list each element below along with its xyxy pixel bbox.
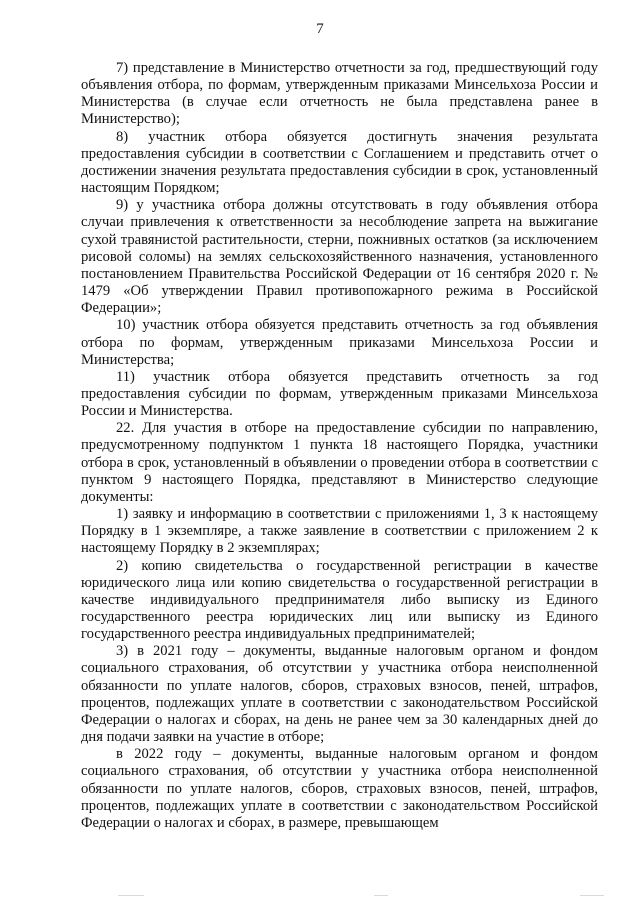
document-body (81, 60, 598, 832)
paragraph-doc-2: 2) копию свидетельства о государственной регистрации в качестве юридического лица или копию свидетельства о государственной регистрации в качестве индивидуального предпринимателя либо выписку из Единого государственного реестра юридических лиц или выписку из Единого государственного реестра индивидуальных предпринимателей; (81, 557, 598, 643)
scan-mark (118, 895, 144, 896)
paragraph-doc-3-2021: 3) в 2021 году – документы, выданные налоговым органом и фондом социального страхования, об отсутствии у участника отбора неисполненной обязанности по уплате налогов, сборов, страховых взносов, пеней, штрафов, процентов, подлежащих уплате в соответствии с законодательством Российской Федерации о налогах и сборах, на день не ранее чем за 30 календарных дней до дня подачи заявки на участие в отборе; (81, 643, 598, 746)
paragraph-item-10: 10) участник отбора обязуется представить отчетность за год объявления отбора по формам, утвержденным приказами Минсельхоза России и Министерства; (81, 317, 598, 368)
paragraph-section-22: 22. Для участия в отборе на предоставление субсидии по направлению, предусмотренному подпунктом 1 пункта 18 настоящего Порядка, участники отбора в срок, установленный в объявлении о проведении отбора в соответствии с пунктом 9 настоящего Порядка, представляют в Министерство следующие документы: (81, 420, 598, 505)
paragraph-item-9: 9) у участника отбора должны отсутствовать в году объявления отбора случаи привлечения к ответственности за несоблюдение запрета на выжигание сухой травянистой растительности, стерни, пожнивных остатков (за исключением рисовой соломы) на землях сельскохозяйственного назначения, установленного постановлением Правительства Российской Федерации от 16 сентября 2020 г. № 1479 «Об утверждении Правил противопожарного режима в Российской Федерации»; (81, 197, 598, 317)
scan-mark (580, 895, 604, 896)
paragraph-item-11: 11) участник отбора обязуется представить отчетность за год предоставления субсидии по формам, утвержденным приказами Минсельхоза России и Министерства. (81, 368, 598, 420)
scan-mark (374, 895, 388, 896)
paragraph-doc-1: 1) заявку и информацию в соответствии с приложениями 1, 3 к настоящему Порядку в 1 экземпляре, а также заявление в соответствии с приложением 2 к настоящему Порядку в 2 экземплярах; (81, 506, 598, 557)
scan-footer-marks (0, 893, 640, 899)
paragraph-item-7: 7) представление в Министерство отчетности за год, предшествующий году объявления отбора, по формам, утвержденным приказами Минсельхоза России и Министерства (в случае если отчетность не была представлена ранее в Министерство); (81, 60, 598, 128)
paragraph-item-8: 8) участник отбора обязуется достигнуть значения результата предоставления субсидии в соответствии с Соглашением и представить отчет о достижении значения результата предоставления субсидии в срок, установленный настоящим Порядком; (81, 128, 598, 197)
paragraph-doc-3-2022: в 2022 году – документы, выданные налоговым органом и фондом социального страхования, об отсутствии у участника отбора неисполненной обязанности по уплате налогов, сборов, страховых взносов, пеней, штрафов, процентов, подлежащих уплате в соответствии с законодательством Российской Федерации о налогах и сборах, в размере, превышающем (81, 746, 598, 831)
page-number: 7 (316, 21, 324, 37)
